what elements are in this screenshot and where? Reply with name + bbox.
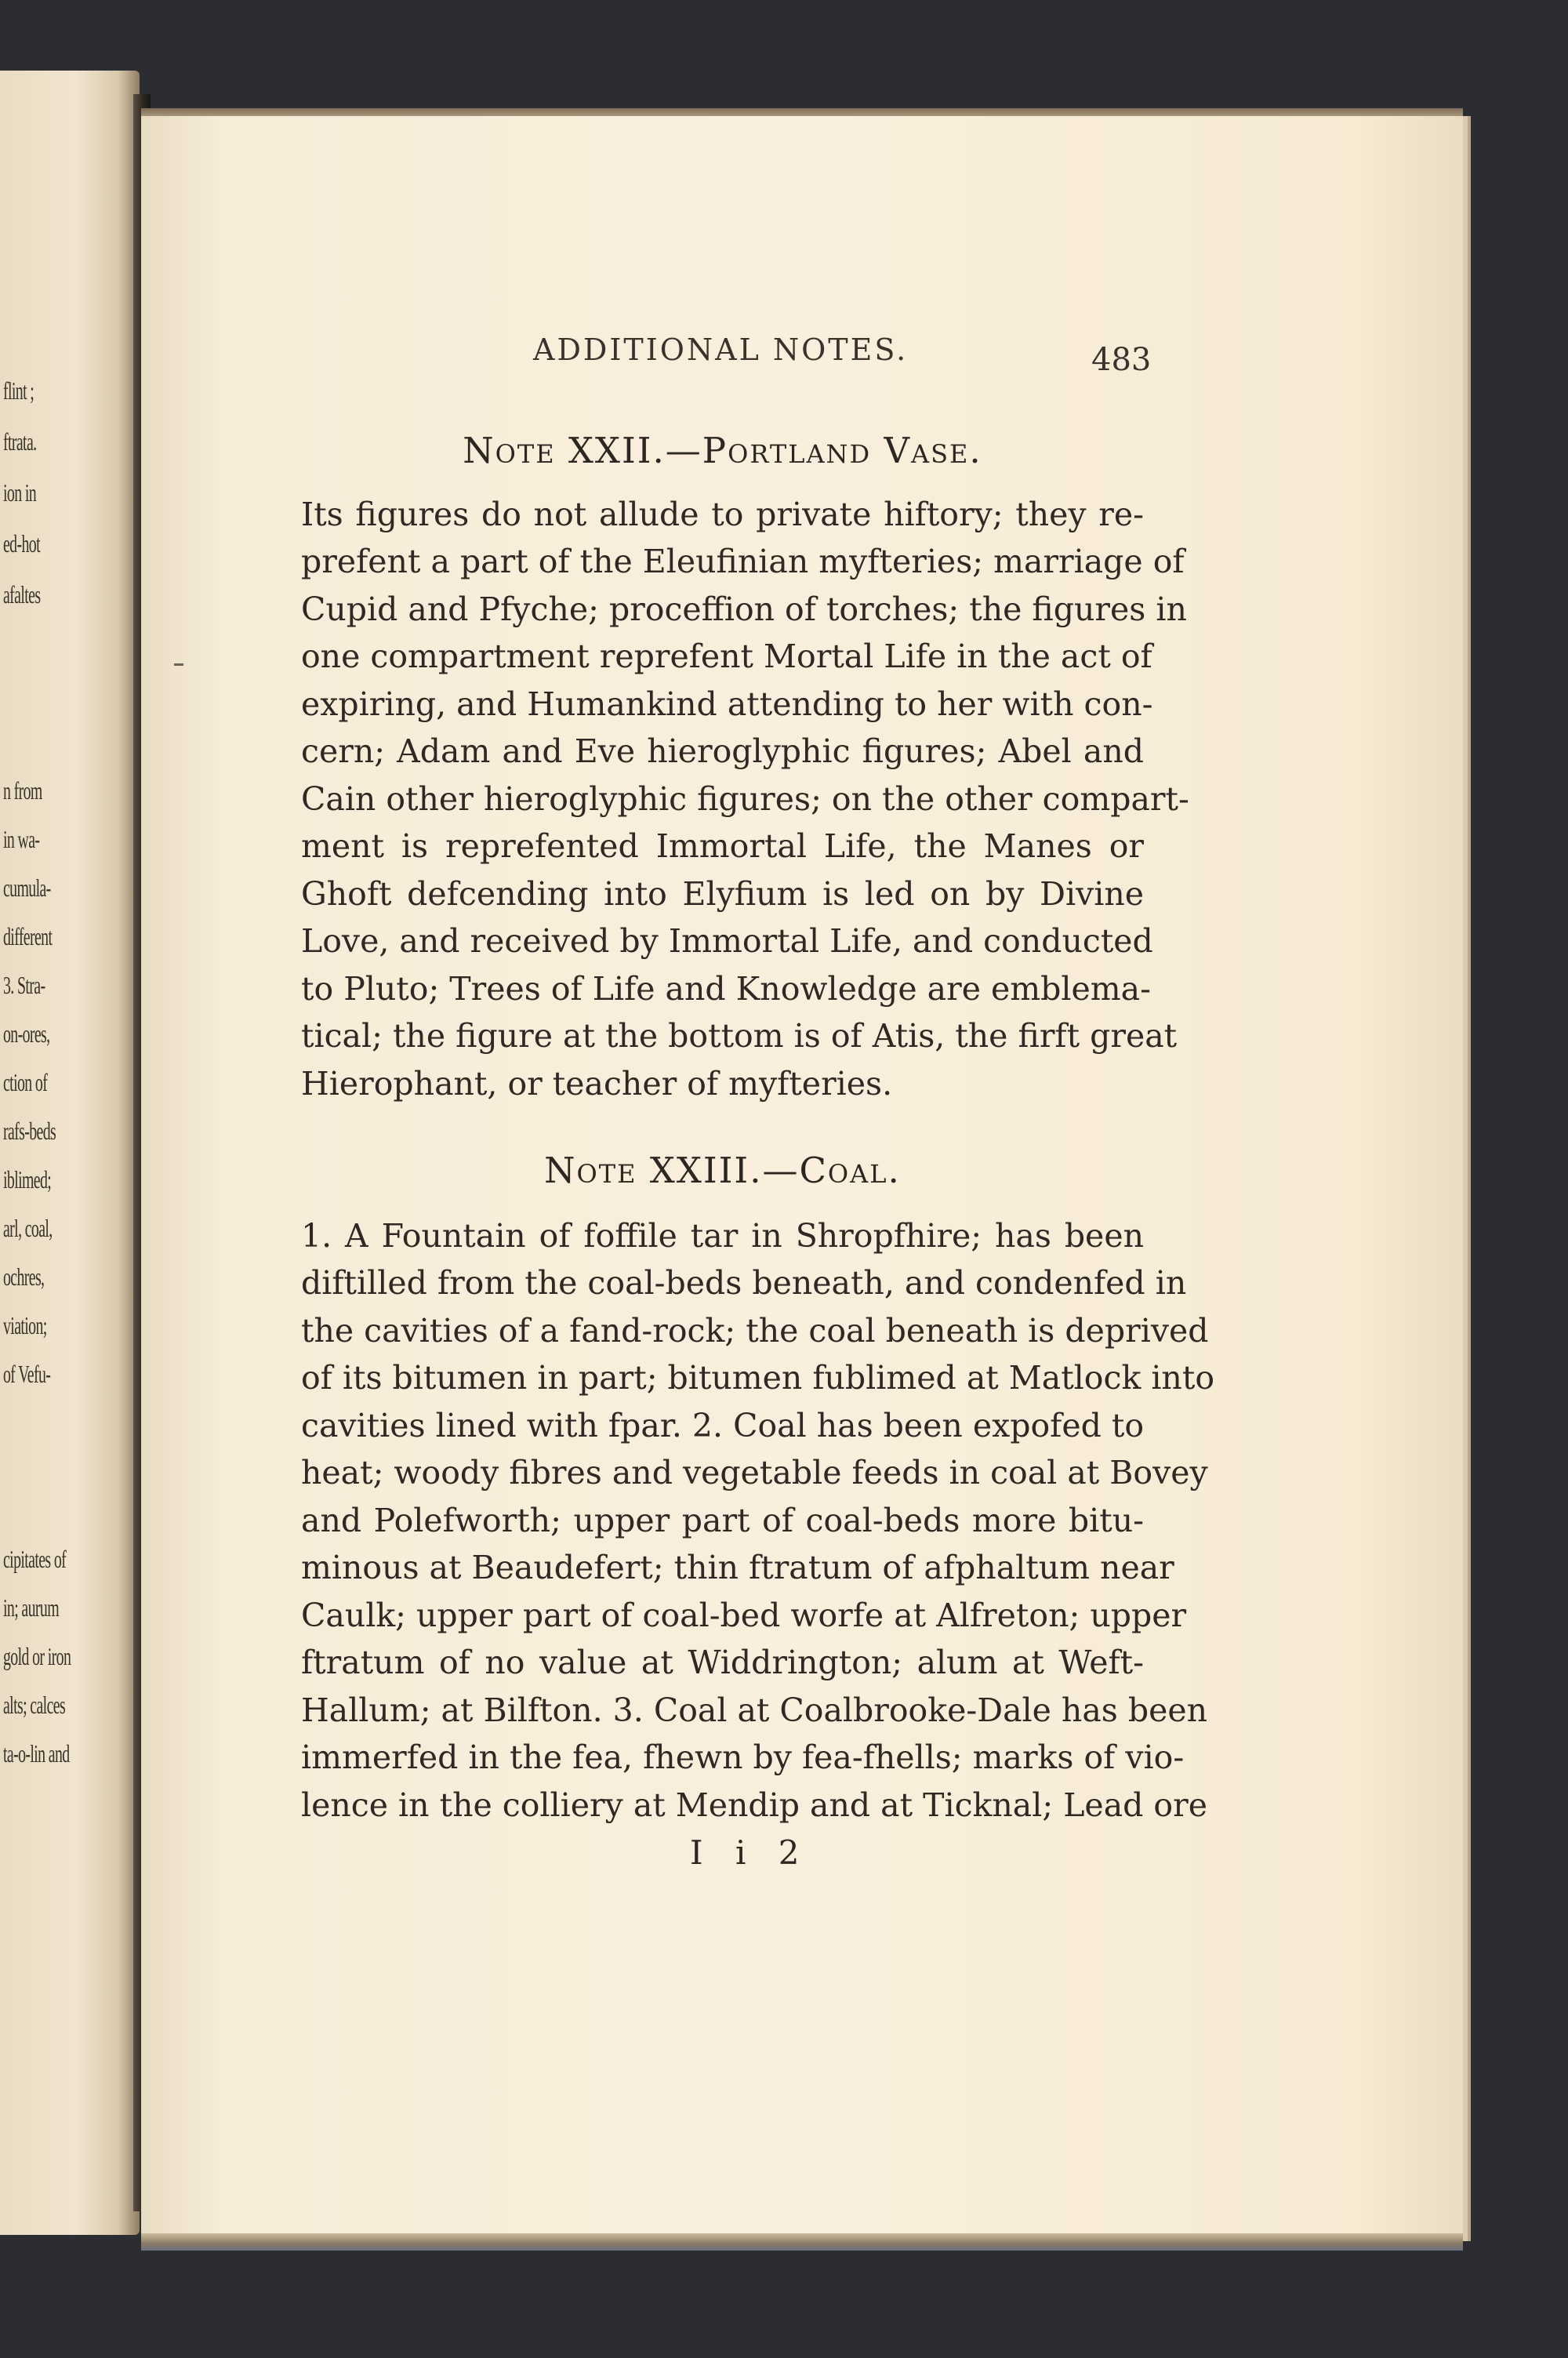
left-page-fragment: viation; [3, 1311, 47, 1339]
left-page-fragment: iblimed; [3, 1165, 52, 1194]
left-page-fragment: ction of [3, 1068, 48, 1096]
note-23-line: and Polefworth; upper part of coal-beds more bitu- [301, 1502, 1144, 1539]
running-head: ADDITIONAL NOTES. [533, 332, 909, 367]
note-23-line: of its bitumen in part; bitumen fublimed at Matlock into [301, 1359, 1214, 1397]
note-23-line: Hallum; at Bilfton. 3. Coal at Coalbrooke-Dale has been [301, 1691, 1208, 1729]
note-23-line: immerfed in the fea, fhewn by fea-fhells; marks of vio- [301, 1739, 1185, 1776]
note-23-heading: Note XXIII.—Coal. [544, 1150, 901, 1191]
left-page-fragment: cumula- [3, 874, 51, 902]
note-22-line: ment is reprefented Immortal Life, the Manes or [301, 827, 1144, 865]
left-page-fragment: gold or iron [3, 1642, 71, 1670]
note-23-line: Caulk; upper part of coal-bed worfe at Alfreton; upper [301, 1597, 1187, 1634]
note-22-line: to Pluto; Trees of Life and Knowledge are emblema- [301, 970, 1151, 1008]
left-page-fragment: in; aurum [3, 1593, 60, 1622]
note-22-line: cern; Adam and Eve hieroglyphic figures; Abel and [301, 732, 1144, 770]
left-page-fragment: cipitates of [3, 1545, 67, 1573]
note-23-line: the cavities of a fand-rock; the coal beneath is deprived [301, 1312, 1209, 1350]
page-number: 483 [1091, 342, 1152, 378]
note-23-line: cavities lined with fpar. 2. Coal has been expofed to [301, 1407, 1145, 1444]
note-23-line: lence in the colliery at Mendip and at Ticknal; Lead ore [301, 1786, 1207, 1824]
note-22-line: Hierophant, or teacher of myfteries. [301, 1065, 893, 1103]
left-page-fragment: 3. Stra- [3, 971, 45, 999]
left-page-fragment: arl, coal, [3, 1214, 53, 1242]
left-page-fragment: ftrata. [3, 427, 37, 456]
note-22-line: Love, and received by Immortal Life, and conducted [301, 922, 1153, 960]
note-23-line: heat; woody fibres and vegetable feeds in coal at Bovey [301, 1454, 1208, 1491]
left-page-fragment: ed-hot [3, 529, 40, 558]
left-page-fragment: ion in [3, 478, 37, 507]
note-22-line: prefent a part of the Eleufinian myfteries; marriage of [301, 543, 1185, 580]
note-22-heading: Note XXII.—Portland Vase. [463, 430, 982, 471]
page-bottom-edge [141, 2233, 1463, 2251]
left-page-fragment: rafs-beds [3, 1117, 56, 1145]
left-page-fragment: of Vefu- [3, 1360, 51, 1388]
note-22-line: tical; the figure at the bottom is of Atis, the firft great [301, 1017, 1178, 1055]
note-23-line: minous at Beaudefert; thin ftratum of afphaltum near [301, 1549, 1174, 1586]
left-page-fragment: different [3, 922, 53, 950]
note-22-line: Its figures do not allude to private hiftory; they re- [301, 496, 1144, 533]
left-page-fragment: flint ; [3, 376, 34, 405]
left-page-fragment: afaltes [3, 580, 41, 609]
left-page-fragment: ta-o-lin and [3, 1739, 70, 1768]
note-22-line: expiring, and Humankind attending to her with con- [301, 685, 1153, 723]
note-23-line: ftratum of no value at Widdrington; alum at Weft- [301, 1644, 1144, 1681]
left-page-fragment: ochres, [3, 1263, 45, 1291]
left-page-fragment: n from [3, 776, 42, 805]
note-22-line: one compartment reprefent Mortal Life in the act of [301, 638, 1152, 675]
left-page-fragment: on-ores, [3, 1019, 50, 1048]
margin-mark [174, 663, 183, 666]
left-page-fragment: in wa- [3, 825, 40, 853]
signature-mark: I i 2 [690, 1833, 811, 1872]
note-23-line: diftilled from the coal-beds beneath, and condenfed in [301, 1264, 1187, 1302]
left-page-edge [0, 71, 140, 2235]
note-22-line: Cupid and Pfyche; proceffion of torches; the figures in [301, 590, 1187, 628]
left-page-fragment: alts; calces [3, 1691, 66, 1719]
note-22-line: Cain other hieroglyphic figures; on the other compart- [301, 780, 1189, 818]
note-22-line: Ghoft defcending into Elyfium is led on by Divine [301, 875, 1144, 913]
note-23-line: 1. A Fountain of foffile tar in Shropfhire; has been [301, 1217, 1144, 1255]
